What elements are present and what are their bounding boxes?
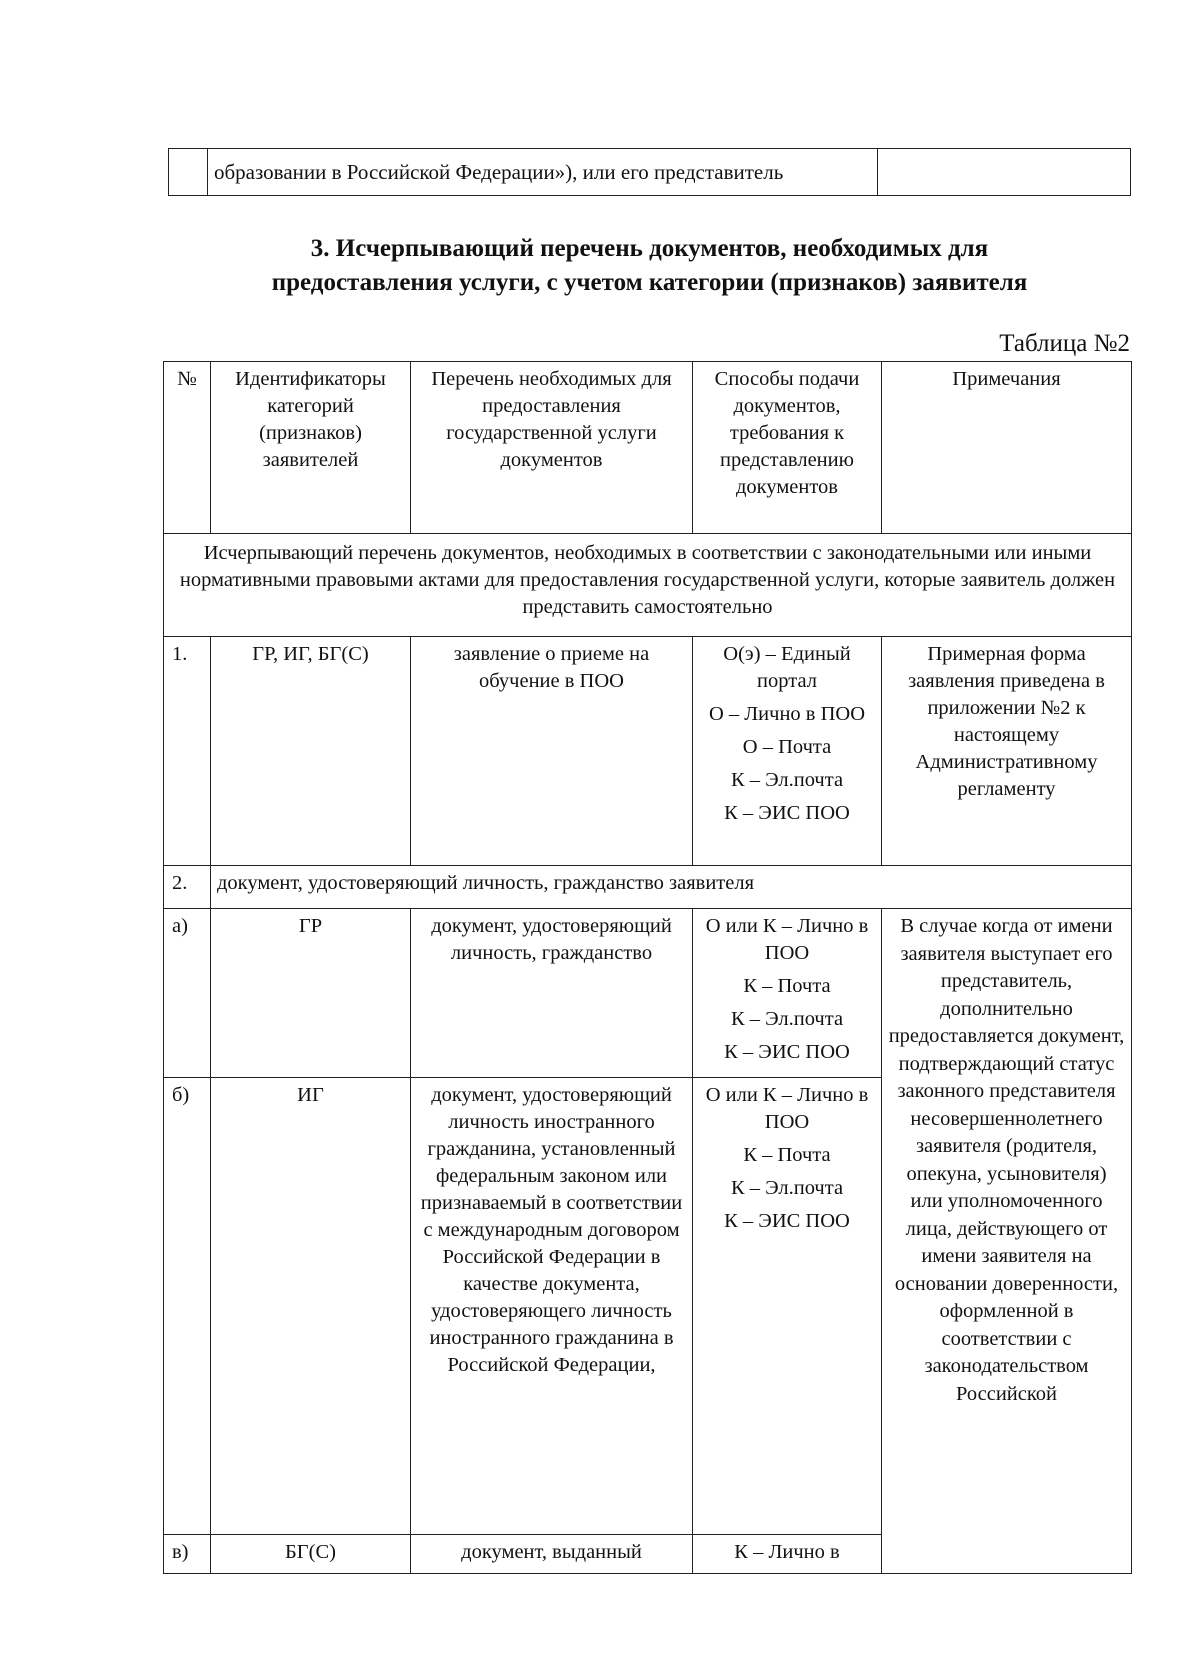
row-number: б) [164, 1078, 211, 1535]
table-header-row [164, 362, 1132, 534]
column-header-docs: Перечень необходимых для предоставления государственной услуги документов [411, 362, 693, 534]
column-header-ways: Способы подачи документов, требования к представлению документов [693, 362, 882, 534]
way-item: О или К – Лично в ПОО [705, 915, 869, 964]
table-row [169, 149, 1131, 196]
column-header-ids: Идентификаторы категорий (признаков) заявителей [211, 362, 411, 534]
way-item: О – Лично в ПОО [708, 703, 866, 725]
row-number: 2. [164, 866, 211, 909]
row-number: а) [164, 909, 211, 1078]
row-number: в) [164, 1535, 211, 1574]
section-row-text: Исчерпывающий перечень документов, необходимых в соответствии с законодательными или иными нормативными правовыми актами для предоставления государственной услуги, которые заявитель должен представить самостоятельно [164, 534, 1132, 637]
way-item: К – Почта [743, 975, 831, 997]
way-item: К – Почта [743, 1144, 831, 1166]
continuation-table [168, 148, 1131, 196]
heading-line: предоставления услуги, с учетом категории (признаков) заявителя [271, 269, 1028, 296]
documents-table [163, 361, 1132, 1574]
way-item: К – Эл.почта [730, 1177, 844, 1199]
row-note: В случае когда от имени заявителя выступает его представитель, дополнительно предоставляется документ, подтверждающий статус законного представителя несовершеннолетнего заявителя (родителя, опекуна, усыновителя) или уполномоченного лица, действующего от имени заявителя на основании доверенности, оформленной в соответствии с законодательством Российской [882, 909, 1132, 1574]
row-doc: документ, удостоверяющий личность, гражданство заявителя [211, 866, 1132, 909]
section-heading [168, 232, 1131, 300]
row-ways [693, 637, 882, 866]
row-doc: документ, выданный [411, 1535, 693, 1574]
way-item: К – ЭИС ПОО [724, 1041, 850, 1063]
way-item: О – Почта [742, 736, 832, 758]
table-row [164, 909, 1132, 1078]
continuation-text: образовании в Российской Федерации»), или его представитель [208, 149, 878, 196]
row-note: Примерная форма заявления приведена в приложении №2 к настоящему Административному регламенту [882, 637, 1132, 866]
row-ways [693, 1078, 882, 1535]
way-item: К – Эл.почта [730, 769, 844, 791]
table-caption: Таблица №2 [999, 330, 1130, 357]
row-ids: ГР, ИГ, БГ(С) [211, 637, 411, 866]
row-doc: заявление о приеме на обучение в ПОО [411, 637, 693, 866]
way-item: О(э) – Единый портал [723, 643, 851, 692]
way-item: О или К – Лично в ПОО [705, 1084, 869, 1133]
empty-cell [878, 149, 1131, 196]
row-ids: ИГ [211, 1078, 411, 1535]
way-item: К – ЭИС ПОО [724, 1210, 850, 1232]
row-ids: ГР [211, 909, 411, 1078]
row-ways [693, 909, 882, 1078]
empty-cell [169, 149, 208, 196]
section-row [164, 534, 1132, 637]
row-ways: К – Лично в [693, 1535, 882, 1574]
row-doc: документ, удостоверяющий личность, гражданство [411, 909, 693, 1078]
column-header-notes: Примечания [882, 362, 1132, 534]
row-doc: документ, удостоверяющий личность иностранного гражданина, установленный федеральным законом или признаваемый в соответствии с международным договором Российской Федерации в качестве документа, удостоверяющего личность иностранного гражданина в Российской Федерации, [411, 1078, 693, 1535]
table-row [164, 866, 1132, 909]
table-row [164, 637, 1132, 866]
row-number: 1. [164, 637, 211, 866]
row-ids: БГ(С) [211, 1535, 411, 1574]
way-item: К – ЭИС ПОО [724, 802, 850, 824]
heading-line: 3. Исчерпывающий перечень документов, необходимых для [310, 235, 989, 262]
way-item: К – Эл.почта [730, 1008, 844, 1030]
column-header-num: № [164, 362, 211, 534]
